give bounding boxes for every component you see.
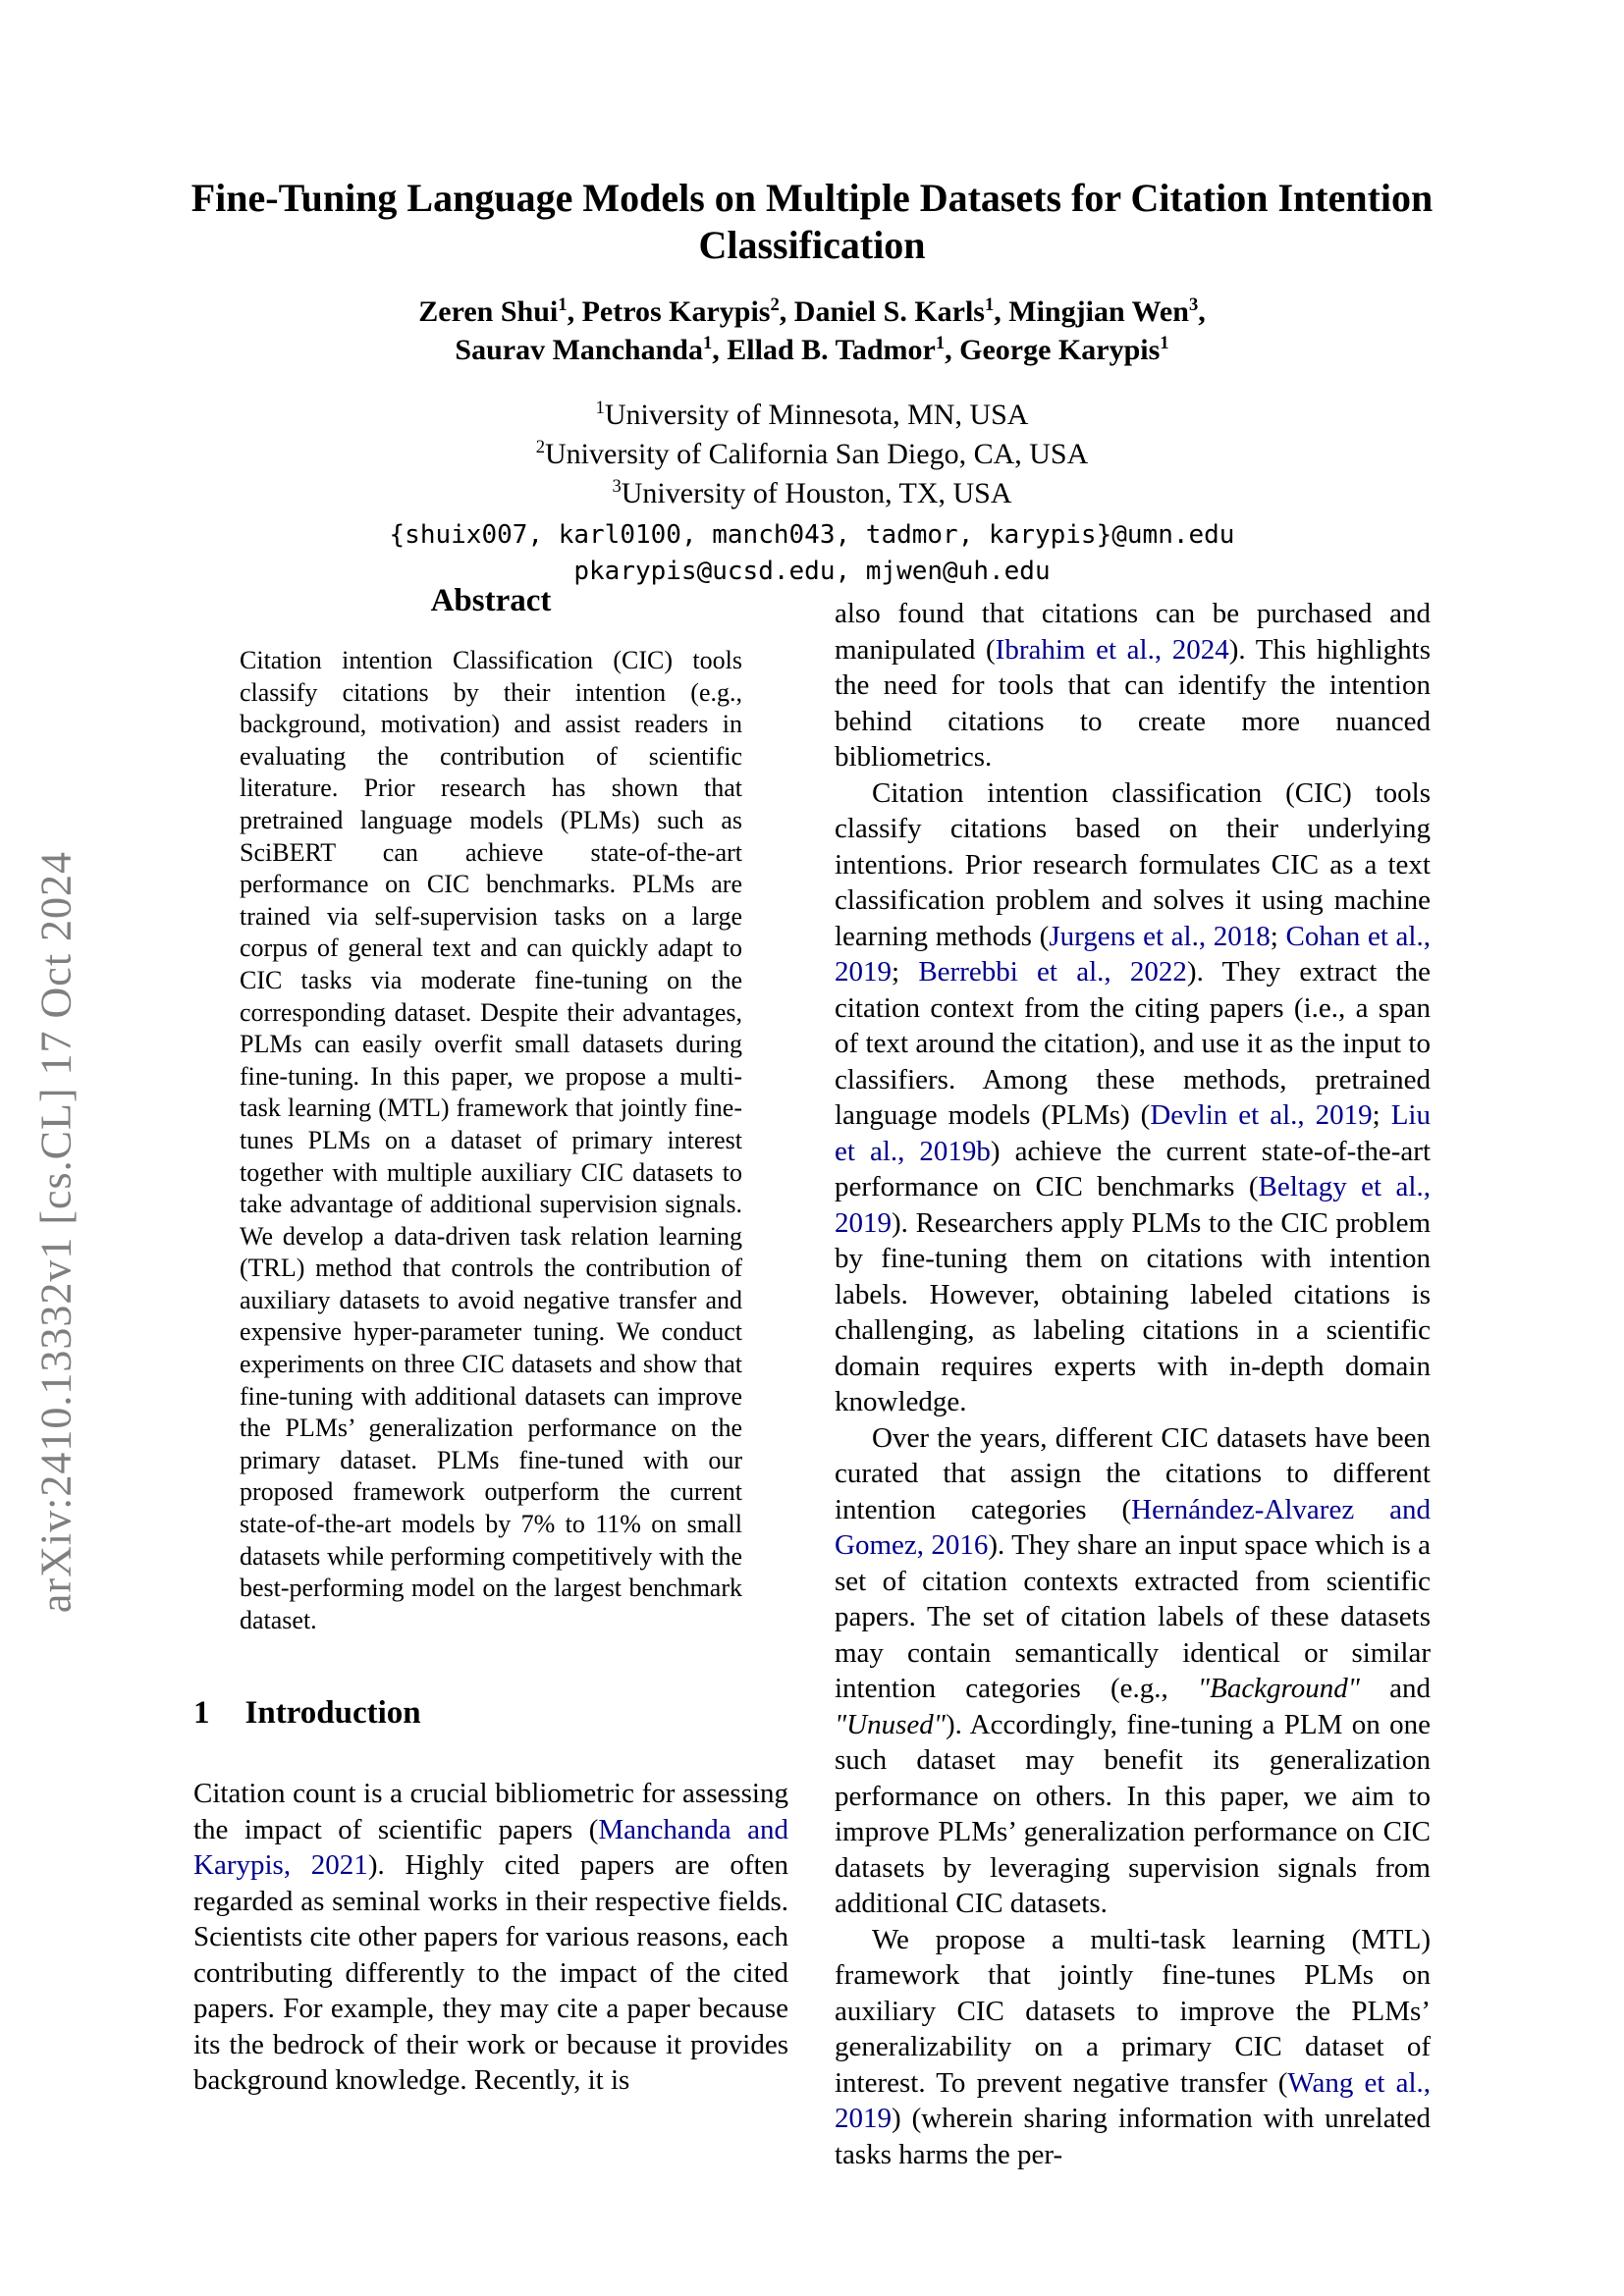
paper-title: Fine-Tuning Language Models on Multiple Datasets for Citation Intention Classification bbox=[190, 176, 1434, 267]
text-run: University of Minnesota, MN, USA bbox=[604, 399, 1029, 431]
email-block bbox=[0, 517, 1624, 590]
affiliation-block bbox=[0, 396, 1624, 513]
text-run: Citation intention classification (CIC) tools classify citations based on their underlying intentions. Prior research formulates CIC as a text classification problem and solves it using machine learning methods ( bbox=[835, 776, 1431, 952]
citation-link[interactable]: Beltagy et al., 2019 bbox=[835, 1171, 1431, 1239]
text-run: University of Houston, TX, USA bbox=[621, 477, 1012, 509]
left-column bbox=[193, 581, 788, 2099]
author-affiliation-superscript: 2 bbox=[770, 294, 780, 315]
author-affiliation-superscript: 1 bbox=[984, 294, 995, 315]
text-run: , Petros Karypis bbox=[567, 295, 771, 328]
text-run: We propose a multi-task learning (MTL) framework that jointly fine-tunes PLMs on auxiliary CIC datasets to improve the PLMs’ generalizability on a primary CIC dataset of interest. To prevent negative transfer ( bbox=[835, 1923, 1431, 2099]
citation-link[interactable]: Wang et al., 2019 bbox=[835, 2066, 1431, 2134]
intro-paragraph-left bbox=[193, 1776, 788, 2099]
text-run: Citation count is a crucial bibliometric for assessing the impact of scientific papers ( bbox=[193, 1778, 788, 1845]
author-affiliation-superscript: 1 bbox=[935, 333, 946, 353]
text-run: ). Accordingly, fine-tuning a PLM on one such dataset may benefit its generalization performance on others. In this paper, we aim to improve PLMs’ generalization performance on CIC datasets by leveraging supervision signals from additional CIC datasets. bbox=[835, 1708, 1431, 1919]
right-column bbox=[835, 596, 1431, 2172]
text-run: University of California San Diego, CA, USA bbox=[545, 438, 1089, 470]
text-run: , bbox=[1198, 295, 1206, 328]
author-affiliation-superscript: 3 bbox=[1188, 294, 1199, 315]
text-run: Zeren Shui bbox=[418, 295, 559, 328]
citation-link[interactable]: Manchanda and Karypis, 2021 bbox=[193, 1813, 788, 1882]
citation-link[interactable]: Cohan et al., 2019 bbox=[835, 920, 1431, 988]
author-affiliation-superscript: 1 bbox=[1160, 333, 1169, 353]
intro-paragraph-right-4 bbox=[835, 1922, 1431, 2173]
email-line-ucsd-uh: pkarypis@ucsd.edu, mjwen@uh.edu bbox=[573, 557, 1051, 586]
citation-link[interactable]: Hernández-Alvarez and Gomez, 2016 bbox=[835, 1493, 1431, 1561]
affiliation-minnesota bbox=[0, 396, 1624, 435]
arxiv-watermark: arXiv:2410.13332v1 [cs.CL] 17 Oct 2024 bbox=[31, 850, 81, 1614]
abstract-text: Citation intention Classification (CIC) tools classify citations by their intention (e.g., background, motivation) and assist readers in evaluating the contribution of scientific literature. Prior research has shown that pretrained language models (PLMs) such as SciBERT can achieve state-of-the-art performance on CIC benchmarks. PLMs are trained via self-supervision tasks on a large corpus of general text and can quickly adapt to CIC tasks via moderate fine-tuning on the corresponding dataset. Despite their advantages, PLMs can easily overfit small datasets during fine-tuning. In this paper, we propose a multi-task learning (MTL) framework that jointly fine-tunes PLMs on a dataset of primary interest together with multiple auxiliary CIC datasets to take advantage of additional supervision signals. We develop a data-driven task relation learning (TRL) method that controls the contribution of auxiliary datasets to avoid negative transfer and expensive hyper-parameter tuning. We conduct experiments on three CIC datasets and show that fine-tuning with additional datasets can improve the PLMs’ generalization performance on the primary dataset. PLMs fine-tuned with our proposed framework outperform the current state-of-the-art models by 7% to 11% on small datasets while performing competitively with the best-performing model on the largest benchmark dataset. bbox=[240, 646, 742, 1634]
author-affiliation-superscript: 1 bbox=[558, 294, 568, 315]
author-block bbox=[0, 293, 1624, 369]
author-affiliation-superscript: 1 bbox=[595, 398, 605, 418]
author-affiliation-superscript: 3 bbox=[612, 476, 622, 497]
text-run: ) (wherein sharing information with unrelated tasks harms the per- bbox=[835, 2103, 1431, 2170]
author-row-2 bbox=[0, 331, 1624, 369]
author-row-1 bbox=[0, 293, 1624, 331]
emphasized-text: "Background" bbox=[1197, 1673, 1360, 1704]
intro-paragraph-right-2 bbox=[835, 775, 1431, 1420]
intro-paragraph-right-3 bbox=[835, 1420, 1431, 1922]
text-run: also found that citations can be purchased and manipulated ( bbox=[835, 598, 1431, 666]
text-run: ). They extract the citation context from the citing papers (i.e., a span of text around the citation), and use it as the input to classifiers. Among these methods, pretrained language models (PLMs) ( bbox=[835, 956, 1431, 1131]
citation-link[interactable]: Ibrahim et al., 2024 bbox=[995, 633, 1229, 666]
author-affiliation-superscript: 2 bbox=[535, 437, 545, 457]
citation-link[interactable]: Berrebbi et al., 2022 bbox=[918, 956, 1187, 988]
text-run: , Daniel S. Karls bbox=[779, 295, 985, 328]
text-run: ). Highly cited papers are often regarded as seminal works in their respective fields. Scientists cite other papers for various reasons, each contributing differently to the impact of the cited papers. For example, they may cite a paper because its the bedrock of their work or because it provides background knowledge. Recently, it is bbox=[193, 1849, 788, 2097]
text-run: and bbox=[1359, 1673, 1431, 1704]
text-run: Saurav Manchanda bbox=[455, 334, 703, 366]
abstract-heading: Abstract bbox=[430, 583, 552, 618]
text-run: ; bbox=[1372, 1099, 1391, 1131]
section-title: Introduction bbox=[244, 1695, 421, 1732]
text-run: , Ellad B. Tadmor bbox=[712, 334, 936, 366]
text-run: ; bbox=[1270, 920, 1286, 952]
emphasized-text: "Unused" bbox=[835, 1708, 946, 1740]
text-run: ). Researchers apply PLMs to the CIC problem by fine-tuning them on citations with intention labels. However, obtaining labeled citations is challenging, as labeling citations in a scientific domain requires experts with in-depth domain knowledge. bbox=[835, 1206, 1431, 1417]
intro-paragraph-right-1 bbox=[835, 596, 1431, 775]
section-number: 1 bbox=[193, 1695, 210, 1732]
text-run: ) achieve the current state-of-the-art performance on CIC benchmarks ( bbox=[835, 1135, 1432, 1202]
text-run: ; bbox=[892, 956, 919, 988]
section-heading-introduction bbox=[193, 1693, 788, 1733]
author-affiliation-superscript: 1 bbox=[702, 333, 713, 353]
citation-link[interactable]: Jurgens et al., 2018 bbox=[1049, 920, 1271, 952]
citation-link[interactable]: Devlin et al., 2019 bbox=[1150, 1099, 1373, 1131]
text-run: ). This highlights the need for tools that can identify the intention behind citations to create more nuanced bibliometrics. bbox=[835, 633, 1431, 773]
citation-link[interactable]: Liu et al., 2019b bbox=[835, 1099, 1431, 1167]
text-run: , George Karypis bbox=[945, 334, 1161, 366]
affiliation-houston bbox=[0, 474, 1624, 513]
text-run: , Mingjian Wen bbox=[994, 295, 1189, 328]
text-run: Over the years, different CIC datasets have been curated that assign the citations to different intention categories ( bbox=[835, 1421, 1431, 1525]
text-run: ). They share an input space which is a set of citation contexts extracted from scientific papers. The set of citation labels of these datasets may contain semantically identical or similar intention categories (e.g., bbox=[835, 1529, 1431, 1704]
affiliation-ucsd bbox=[0, 435, 1624, 474]
paper-header bbox=[0, 0, 1624, 590]
email-line-umn: {shuix007, karl0100, manch043, tadmor, karypis}@umn.edu bbox=[389, 520, 1235, 550]
